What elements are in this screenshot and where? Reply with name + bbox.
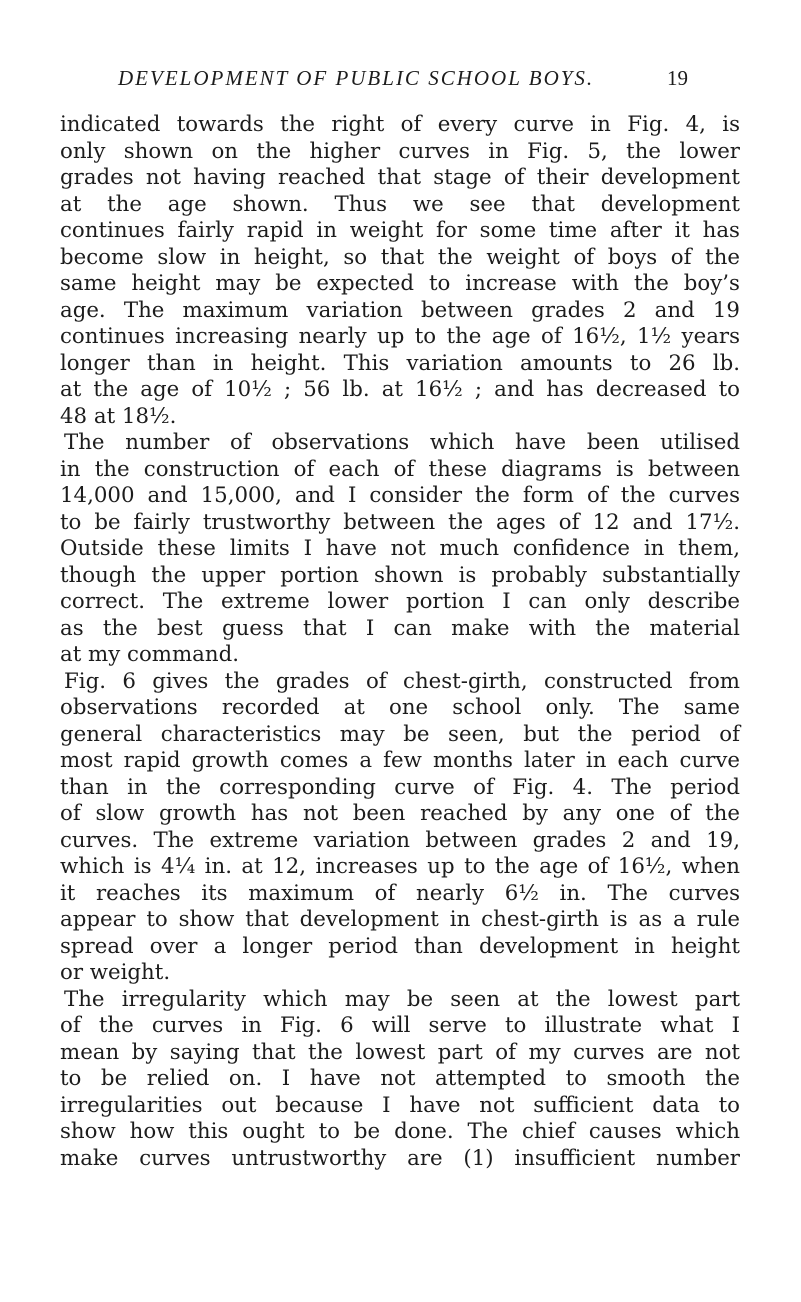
text-line: to be fairly trustworthy between the ages of 12 and 17½. xyxy=(60,509,740,535)
text-line: general characteristics may be seen, but the period of xyxy=(60,721,740,747)
text-line: than in the corresponding curve of Fig. 4. The period xyxy=(60,774,740,800)
text-line: longer than in height. This variation amounts to 26 lb. xyxy=(60,350,740,376)
text-line: grades not having reached that stage of their development xyxy=(60,165,740,190)
text-line: to be relied on. I have not attempted to smooth the xyxy=(60,1066,740,1091)
text-line: or weight. xyxy=(60,960,171,985)
text-line: Fig. 6 gives the grades of chest-girth, constructed from xyxy=(64,668,740,694)
body-text xyxy=(60,112,740,1172)
text-line: show how this ought to be done. The chief causes which xyxy=(60,1119,740,1144)
text-line: irregularities out because I have not sufficient data to xyxy=(60,1092,740,1118)
text-line: though the upper portion shown is probably substantially xyxy=(60,562,740,588)
text-line: appear to show that development in chest-girth is as a rule xyxy=(60,907,740,932)
text-line: of slow growth has not been reached by any one of the xyxy=(60,801,740,826)
text-line: only shown on the higher curves in Fig. 5, the lower xyxy=(60,138,740,164)
text-line: in the construction of each of these diagrams is between xyxy=(60,456,740,482)
page-number: 19 xyxy=(667,66,688,90)
text-line: most rapid growth comes a few months later in each curve xyxy=(60,748,740,773)
text-line: of the curves in Fig. 6 will serve to illustrate what I xyxy=(60,1013,740,1038)
running-title: DEVELOPMENT OF PUBLIC SCHOOL BOYS. xyxy=(118,66,595,90)
text-line: age. The maximum variation between grades 2 and 19 xyxy=(60,297,740,323)
text-line: which is 4¼ in. at 12, increases up to the age of 16½, when xyxy=(60,854,740,879)
running-head xyxy=(118,66,688,96)
text-line: observations recorded at one school only. The same xyxy=(60,695,740,720)
text-line: Outside these limits I have not much confidence in them, xyxy=(60,536,740,561)
text-line: it reaches its maximum of nearly 6½ in. The curves xyxy=(60,880,740,906)
text-line: correct. The extreme lower portion I can only describe xyxy=(60,589,740,614)
text-line: indicated towards the right of every curve in Fig. 4, is xyxy=(60,112,740,137)
text-line: curves. The extreme variation between grades 2 and 19, xyxy=(60,827,740,853)
text-line: continues increasing nearly up to the age of 16½, 1½ years xyxy=(60,324,740,349)
text-line: The irregularity which may be seen at the lowest part xyxy=(64,986,740,1012)
text-line: at my command. xyxy=(60,642,239,667)
text-line: at the age shown. Thus we see that development xyxy=(60,191,740,217)
text-line: as the best guess that I can make with the material xyxy=(60,615,740,641)
text-line: continues fairly rapid in weight for some time after it has xyxy=(60,218,740,243)
text-line: at the age of 10½ ; 56 lb. at 16½ ; and has decreased to xyxy=(60,377,740,402)
text-line: spread over a longer period than development in height xyxy=(60,933,740,959)
text-line: make curves untrustworthy are (1) insufficient number xyxy=(60,1145,740,1171)
text-line: 48 at 18½. xyxy=(60,403,177,429)
text-line: The number of observations which have been utilised xyxy=(64,430,740,455)
text-line: mean by saying that the lowest part of my curves are not xyxy=(60,1039,740,1065)
text-line: 14,000 and 15,000, and I consider the form of the curves xyxy=(60,483,740,508)
text-line: become slow in height, so that the weight of boys of the xyxy=(60,244,740,270)
text-line: same height may be expected to increase with the boy’s xyxy=(60,271,740,296)
